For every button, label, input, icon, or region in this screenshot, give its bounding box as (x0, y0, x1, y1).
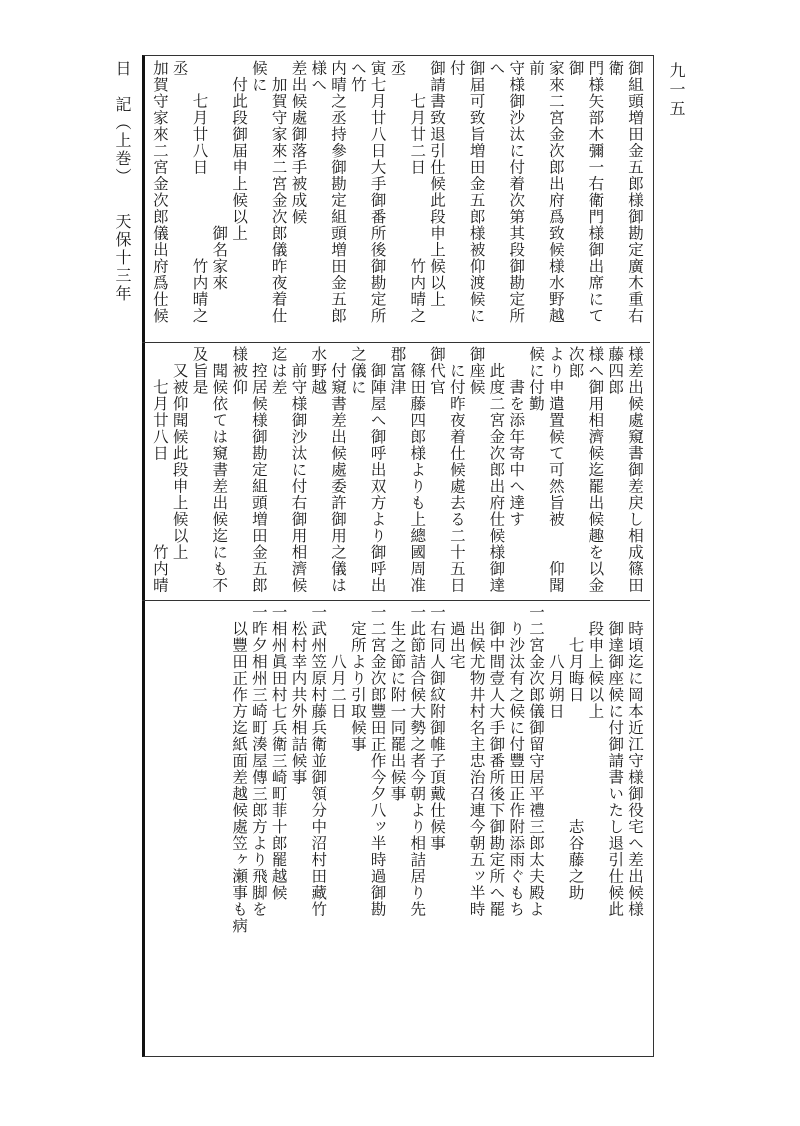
band-text: 様差出候處窺書御差戻し相成篠田藤四郎 様へ御用相濟候迄罷出候趣を以金次郎 より申遣置候て可然旨被 仰聞候に付勤 書を添年寄中へ達す 此度二宮金次郎出府仕候様御達御座候 に付昨夜着仕候處去る二十五日御代官 篠田藤四郎様よりも上總國周准郡富津 御陣屋へ御呼出双方より御呼出之儀に 付窺書差出候處委許御用之儀は水野越 前守様御沙汰に付右御用相濟候迄は差 控居候様御勘定組頭増田金五郎様被仰 聞候依ては窺書差出候迄にも不及旨是 又被仰聞候此段申上候以上 七月廿八日 竹内晴 (150, 346, 644, 594)
text-band-top (150, 60, 644, 338)
text-band-middle (150, 346, 644, 596)
era-label: 天保十三年 (113, 213, 132, 304)
book-title: 日 記（上巻） (113, 60, 132, 186)
band-divider (142, 600, 650, 601)
page-number: 九一五 (667, 62, 686, 119)
band-text: 時頃迄に岡本近江守様御役宅へ差出候様 御達御座候に付御請書いたし退引仕候此 段申上候以上 七月晦日 志谷藤之助 八月朔日 一二宮金次郎儀御留守居平禮三郎太夫殿よ り沙汰有之候に付豐田正作附添雨ぐもち 御中間壹人大手御番所後下御勘定所へ罷 出候尤物井村名主忠治召連今朝五ッ半時 過出宅 一右同人御紋附御帷子頂戴仕候事 一此節詰合候大勢之者今朝より相詰居り先 生之節に附一同罷出候事 一二宮金次郎豐田正作今夕八ッ半時過御勘 定所より引取候事 八月二日 一武州笠原村藤兵衛並御領分中沼村田藏竹 松村幸内共外相詰候事 一相州眞田村七兵衛三崎町菲十郎罷越候 一昨夕相州三崎町湊屋傳三郎方より飛脚を 以豐田正作方迄紙面差越候處笠ヶ瀬事も病 (230, 604, 644, 934)
band-text: 御組頭増田金五郎様御勘定廣木重右衛 門様矢部木彌一右衛門様御出席にて御 家來二宮金次郎出府爲致候様水野越前 守様御沙汰に付着次第其段御勘定所へ 御届可致旨増田金五郎様被仰渡候に付 御請書致退引仕候此段申上候以上 七月廿二日 竹内晴之丞 寅七月廿八日大手御番所後御勘定所へ竹 内晴之丞持參御勘定組頭増田金五郎様へ 差出候處御落手被成候 加賀守家來二宮金次郎儀昨夜着仕候に 付此段御届申上候以上 御名家來 七月廿八日 竹内晴之丞 加賀守家來二宮金次郎儀出府爲仕候 (150, 60, 644, 324)
text-band-bottom (150, 604, 644, 1050)
band-divider (142, 342, 650, 343)
running-header (108, 60, 134, 350)
